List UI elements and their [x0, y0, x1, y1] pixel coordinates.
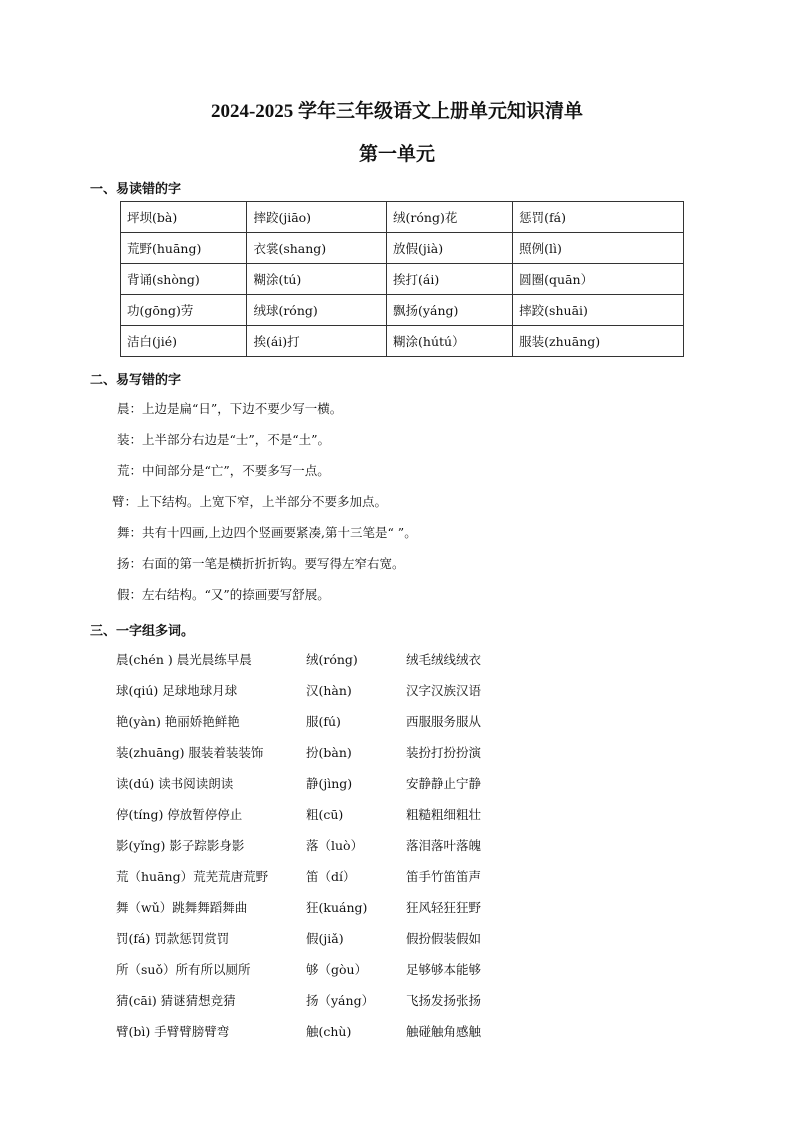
section-heading-word-groups: 三、一字组多词。 [90, 624, 195, 639]
section-heading-misread: 一、易读错的字 [90, 182, 182, 197]
table-row [121, 233, 684, 264]
word-group-row [116, 991, 482, 1009]
word-group-text: 荒（huāng）荒芜荒唐荒野 [116, 869, 269, 884]
word-group-text: 晨(chén ) 晨光晨练早晨 [116, 652, 252, 667]
table-row [121, 326, 684, 357]
table-cell: 照例(lì) [513, 233, 684, 264]
table-cell: 圆圈(quān） [513, 264, 684, 295]
table-cell: 服装(zhuāng) [513, 326, 684, 357]
word-group-row [116, 1022, 482, 1040]
table-row [121, 264, 684, 295]
word-group-text: 停(tíng) 停放暂停停止 [116, 807, 243, 822]
table-cell: 衣裳(shang) [247, 233, 387, 264]
table-cell: 摔跤(jiāo) [247, 202, 387, 233]
table-cell: 挨打(ái) [387, 264, 513, 295]
word-group-text: 够（gòu） [306, 962, 368, 977]
word-group-row [116, 960, 482, 978]
table-cell: 背诵(shòng) [121, 264, 247, 295]
word-group-text: 粗(cū) [306, 807, 344, 822]
word-group-row [116, 650, 482, 668]
word-group-text: 绒毛绒线绒衣 [406, 652, 482, 667]
word-group-text: 所（suǒ）所有所以厕所 [116, 962, 251, 977]
page-title: 2024-2025 学年三年级语文上册单元知识清单 [210, 101, 584, 122]
word-group-text: 猜(cāi) 猜谜猜想竞猜 [116, 993, 236, 1008]
table-cell: 功(gōng)劳 [121, 295, 247, 326]
table-cell: 荒野(huāng) [121, 233, 247, 264]
word-group-text: 读(dú) 读书阅读朗读 [116, 776, 234, 791]
word-group-text: 扮(bàn) [306, 745, 352, 760]
word-group-text: 触(chù) [306, 1024, 352, 1039]
writing-rule: 假：左右结构。“又”的捺画要写舒展。 [117, 587, 330, 602]
word-group-text: 飞扬发扬张扬 [406, 993, 482, 1008]
word-group-row [116, 898, 482, 916]
section-heading-miswritten: 二、易写错的字 [90, 373, 182, 388]
word-group-text: 臂(bì) 手臂臂膀臂弯 [116, 1024, 230, 1039]
word-group-text: 球(qiú) 足球地球月球 [116, 683, 238, 698]
table-cell: 放假(jià) [387, 233, 513, 264]
table-row [121, 202, 684, 233]
word-group-text: 狂风轻狂狂野 [406, 900, 482, 915]
table-cell: 飘扬(yáng) [387, 295, 513, 326]
table-cell: 摔跤(shuāi) [513, 295, 684, 326]
word-group-text: 服(fú) [306, 714, 341, 729]
table-cell: 糊涂(tú) [247, 264, 387, 295]
table-cell: 坪坝(bà) [121, 202, 247, 233]
misread-words-table [120, 201, 684, 357]
table-cell: 洁白(jié) [121, 326, 247, 357]
table-row [121, 295, 684, 326]
word-group-text: 装扮打扮扮演 [406, 745, 482, 760]
word-group-text: 罚(fá) 罚款惩罚赏罚 [116, 931, 230, 946]
word-group-text: 西服服务服从 [406, 714, 482, 729]
word-group-text: 汉字汉族汉语 [406, 683, 482, 698]
word-group-text: 假(jiǎ) [306, 931, 344, 946]
word-group-text: 狂(kuáng) [306, 900, 368, 915]
word-group-text: 装(zhuāng) 服装着装装饰 [116, 745, 264, 760]
table-cell: 绒球(róng) [247, 295, 387, 326]
table-cell: 绒(róng)花 [387, 202, 513, 233]
word-group-row [116, 836, 482, 854]
word-group-row [116, 929, 482, 947]
table-cell: 挨(ái)打 [247, 326, 387, 357]
word-group-row [116, 774, 482, 792]
word-group-text: 影(yǐng) 影子踪影身影 [116, 838, 245, 853]
word-group-text: 笛（dí） [306, 869, 356, 884]
writing-rule: 晨：上边是扁“日”，下边不要少写一横。 [117, 401, 343, 416]
writing-rule: 扬：右面的第一笔是横折折折钩。要写得左窄右宽。 [117, 556, 405, 571]
word-group-text: 静(jìng) [306, 776, 353, 791]
word-group-text: 笛手竹笛笛声 [406, 869, 482, 884]
word-group-row [116, 743, 482, 761]
word-group-text: 落（luò） [306, 838, 364, 853]
word-group-text: 舞（wǔ）跳舞舞蹈舞曲 [116, 900, 248, 915]
writing-rule: 荒：中间部分是“亡”，不要多写一点。 [117, 463, 330, 478]
word-group-text: 艳(yàn) 艳丽娇艳鲜艳 [116, 714, 240, 729]
word-group-text: 绒(róng) [306, 652, 358, 667]
word-group-text: 安静静止宁静 [406, 776, 482, 791]
word-group-text: 假扮假装假如 [406, 931, 482, 946]
word-group-text: 足够够本能够 [406, 962, 482, 977]
writing-rule: 舞：共有十四画,上边四个竖画要紧凑,第十三笔是“ ”。 [117, 525, 417, 540]
word-group-row [116, 867, 482, 885]
word-group-row [116, 805, 482, 823]
word-group-text: 扬（yáng） [306, 993, 375, 1008]
word-group-text: 粗糙粗细粗壮 [406, 807, 482, 822]
unit-title: 第一单元 [358, 143, 435, 165]
word-group-row [116, 712, 482, 730]
word-group-row [116, 681, 482, 699]
table-cell: 糊涂(hútú） [387, 326, 513, 357]
table-cell: 惩罚(fá) [513, 202, 684, 233]
writing-rule: 臂：上下结构。上宽下窄，上半部分不要多加点。 [112, 494, 388, 509]
word-group-text: 落泪落叶落魄 [406, 838, 482, 853]
writing-rule: 装：上半部分右边是“士”，不是“土”。 [117, 432, 331, 447]
word-group-text: 汉(hàn) [306, 683, 352, 698]
word-group-text: 触碰触角感触 [406, 1024, 482, 1039]
